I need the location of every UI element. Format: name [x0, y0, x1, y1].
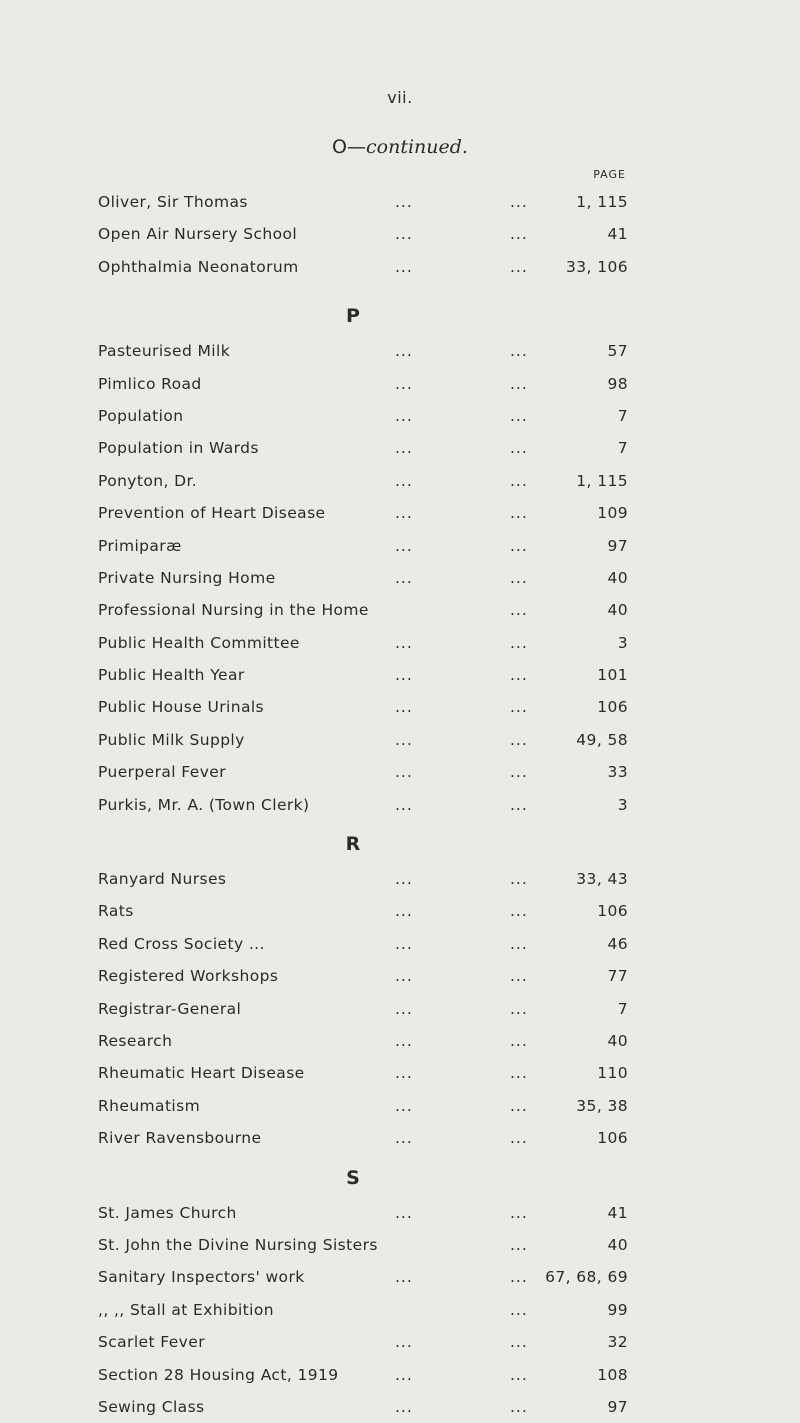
leader-dots: ... [395, 698, 413, 717]
leader-dots: ... [395, 967, 413, 986]
entry-page: 7 [617, 406, 628, 425]
leader-dots: ... [510, 902, 528, 921]
entry-page: 33, 106 [566, 257, 628, 276]
entry-label: Rheumatic Heart Disease [98, 1064, 305, 1083]
entry-label: Rats [98, 902, 134, 921]
entry-label: Research [98, 1031, 173, 1050]
entry-label: Ponyton, Dr. [98, 471, 198, 490]
leader-dots: ... [510, 633, 528, 652]
leader-dots: ... [510, 601, 528, 620]
entry-page: 7 [617, 439, 628, 458]
leader-dots: ... [510, 374, 528, 393]
entry-label: Population in Wards [98, 439, 259, 458]
entry-page: 41 [607, 225, 628, 244]
leader-dots: ... [510, 666, 528, 685]
heading-dash: — [347, 136, 366, 158]
leader-dots: ... [510, 1300, 528, 1319]
entry-page: 110 [597, 1064, 628, 1083]
entry-page: 106 [597, 1129, 628, 1148]
leader-dots: ... [510, 406, 528, 425]
leader-dots: ... [510, 1268, 528, 1287]
index-entry [98, 863, 628, 895]
index-entry [98, 895, 628, 927]
entry-label: Puerperal Fever [98, 763, 226, 782]
index-entry [98, 368, 628, 400]
leader-dots: ... [395, 1333, 413, 1352]
leader-dots: ... [395, 1203, 413, 1222]
leader-dots: ... [395, 1268, 413, 1287]
index-entry [98, 432, 628, 464]
leader-dots: ... [510, 730, 528, 749]
entry-label: River Ravensbourne [98, 1129, 262, 1148]
entry-page: 49, 58 [576, 730, 628, 749]
entry-label: Scarlet Fever [98, 1333, 205, 1352]
entry-label: Pimlico Road [98, 374, 202, 393]
page-number: vii. [387, 88, 413, 107]
entry-page: 98 [607, 374, 628, 393]
entry-label: Rheumatism [98, 1096, 201, 1115]
entry-page: 35, 38 [576, 1096, 628, 1115]
index-entry [98, 756, 628, 788]
entry-label: Red Cross Society ... [98, 934, 265, 953]
entry-page: 7 [617, 999, 628, 1018]
leader-dots: ... [510, 795, 528, 814]
heading-continued: continued. [366, 136, 468, 158]
entry-page: 3 [617, 633, 628, 652]
entry-label: Public Health Committee [98, 633, 300, 652]
leader-dots: ... [510, 1064, 528, 1083]
index-entry [98, 789, 628, 821]
leader-dots: ... [395, 439, 413, 458]
entry-page: 97 [607, 1397, 628, 1416]
entry-page: 40 [607, 1031, 628, 1050]
entry-label: Oliver, Sir Thomas [98, 193, 248, 211]
leader-dots: ... [510, 504, 528, 523]
entry-page: 33, 43 [576, 870, 628, 889]
index-entry [98, 1261, 628, 1293]
entry-label: Public Milk Supply [98, 730, 245, 749]
leader-dots: ... [395, 934, 413, 953]
entry-page: 99 [607, 1300, 628, 1319]
leader-dots: ... [510, 1397, 528, 1416]
leader-dots: ... [395, 1397, 413, 1416]
leader-dots: ... [395, 795, 413, 814]
leader-dots: ... [395, 504, 413, 523]
leader-dots: ... [395, 633, 413, 652]
leader-dots: ... [395, 1096, 413, 1115]
leader-dots: ... [395, 1031, 413, 1050]
leader-dots: ... [395, 257, 413, 276]
leader-dots: ... [395, 763, 413, 782]
letter-heading-r: R [345, 833, 361, 856]
entry-label: ,, ,, Stall at Exhibition [98, 1300, 274, 1319]
index-entry [98, 928, 628, 960]
leader-dots: ... [395, 193, 413, 211]
index-entry [98, 465, 628, 497]
entry-label: Public House Urinals [98, 698, 265, 717]
leader-dots: ... [395, 902, 413, 921]
index-entry [98, 627, 628, 659]
index-entry [98, 659, 628, 691]
leader-dots: ... [510, 698, 528, 717]
entry-page: 40 [607, 1235, 628, 1254]
leader-dots: ... [510, 257, 528, 276]
index-entry [98, 335, 628, 367]
entry-page: 32 [607, 1333, 628, 1352]
index-entry [98, 1090, 628, 1122]
index-entry [98, 1197, 628, 1229]
entry-label: Ranyard Nurses [98, 870, 227, 889]
letter-heading-p: P [346, 305, 360, 328]
entry-label: Population [98, 406, 184, 425]
entry-page: 1, 115 [576, 193, 628, 211]
leader-dots: ... [510, 342, 528, 361]
index-entry [98, 1025, 628, 1057]
leader-dots: ... [395, 471, 413, 490]
entry-page: 101 [597, 666, 628, 685]
index-entry [98, 691, 628, 723]
leader-dots: ... [510, 999, 528, 1018]
entry-page: 33 [607, 763, 628, 782]
leader-dots: ... [510, 536, 528, 555]
leader-dots: ... [395, 568, 413, 587]
entry-label: Registrar-General [98, 999, 242, 1018]
leader-dots: ... [510, 1203, 528, 1222]
index-entry [98, 400, 628, 432]
index-entry [98, 1294, 628, 1326]
leader-dots: ... [395, 1064, 413, 1083]
entry-label: Primiparæ [98, 536, 182, 555]
heading-letter: O [332, 136, 347, 158]
entry-page: 40 [607, 601, 628, 620]
leader-dots: ... [395, 225, 413, 244]
leader-dots: ... [395, 536, 413, 555]
index-entry [98, 1122, 628, 1154]
leader-dots: ... [510, 1031, 528, 1050]
index-entry [98, 251, 628, 283]
page-column-header: PAGE [593, 168, 626, 181]
entry-page: 1, 115 [576, 471, 628, 490]
leader-dots: ... [510, 568, 528, 587]
entry-label: Purkis, Mr. A. (Town Clerk) [98, 795, 310, 814]
entry-label: Pasteurised Milk [98, 342, 231, 361]
entry-page: 67, 68, 69 [545, 1268, 628, 1287]
leader-dots: ... [395, 870, 413, 889]
entry-page: 46 [607, 934, 628, 953]
entry-label: Registered Workshops [98, 967, 279, 986]
entry-page: 77 [607, 967, 628, 986]
entry-label: Sewing Class [98, 1397, 205, 1416]
entry-page: 109 [597, 504, 628, 523]
entry-label: Section 28 Housing Act, 1919 [98, 1365, 339, 1384]
entry-label: Sanitary Inspectors' work [98, 1268, 305, 1287]
entry-label: Prevention of Heart Disease [98, 504, 326, 523]
section-heading [0, 136, 800, 158]
leader-dots: ... [510, 1096, 528, 1115]
leader-dots: ... [395, 1365, 413, 1384]
leader-dots: ... [510, 870, 528, 889]
index-entry [98, 1391, 628, 1423]
leader-dots: ... [395, 374, 413, 393]
leader-dots: ... [510, 967, 528, 986]
index-entry [98, 960, 628, 992]
index-entry [98, 1057, 628, 1089]
leader-dots: ... [395, 666, 413, 685]
entry-label: Ophthalmia Neonatorum [98, 257, 299, 276]
leader-dots: ... [395, 342, 413, 361]
index-entry [98, 724, 628, 756]
index-entry [98, 530, 628, 562]
leader-dots: ... [395, 999, 413, 1018]
entry-page: 97 [607, 536, 628, 555]
index-entry [98, 497, 628, 529]
leader-dots: ... [510, 934, 528, 953]
index-entry [98, 1229, 628, 1261]
index-entry [98, 1326, 628, 1358]
leader-dots: ... [510, 471, 528, 490]
leader-dots: ... [510, 225, 528, 244]
entry-label: St. John the Divine Nursing Sisters [98, 1235, 378, 1254]
entry-page: 40 [607, 568, 628, 587]
leader-dots: ... [395, 1129, 413, 1148]
entry-page: 41 [607, 1203, 628, 1222]
leader-dots: ... [510, 439, 528, 458]
index-list [98, 186, 628, 1423]
leader-dots: ... [395, 406, 413, 425]
leader-dots: ... [395, 730, 413, 749]
entry-label: Professional Nursing in the Home [98, 601, 369, 620]
index-entry [98, 562, 628, 594]
index-entry [98, 594, 628, 626]
leader-dots: ... [510, 193, 528, 211]
entry-label: Open Air Nursery School [98, 225, 298, 244]
entry-page: 57 [607, 342, 628, 361]
entry-label: Public Health Year [98, 666, 245, 685]
leader-dots: ... [510, 763, 528, 782]
leader-dots: ... [510, 1333, 528, 1352]
index-entry [98, 993, 628, 1025]
entry-page: 3 [617, 795, 628, 814]
entry-label: Private Nursing Home [98, 568, 276, 587]
letter-heading-s: S [346, 1166, 360, 1189]
index-entry [98, 218, 628, 250]
entry-page: 106 [597, 902, 628, 921]
entry-page: 108 [597, 1365, 628, 1384]
index-entry [98, 1359, 628, 1391]
entry-page: 106 [597, 698, 628, 717]
leader-dots: ... [510, 1129, 528, 1148]
leader-dots: ... [510, 1365, 528, 1384]
leader-dots: ... [510, 1235, 528, 1254]
entry-label: St. James Church [98, 1203, 237, 1222]
index-entry [98, 186, 628, 218]
